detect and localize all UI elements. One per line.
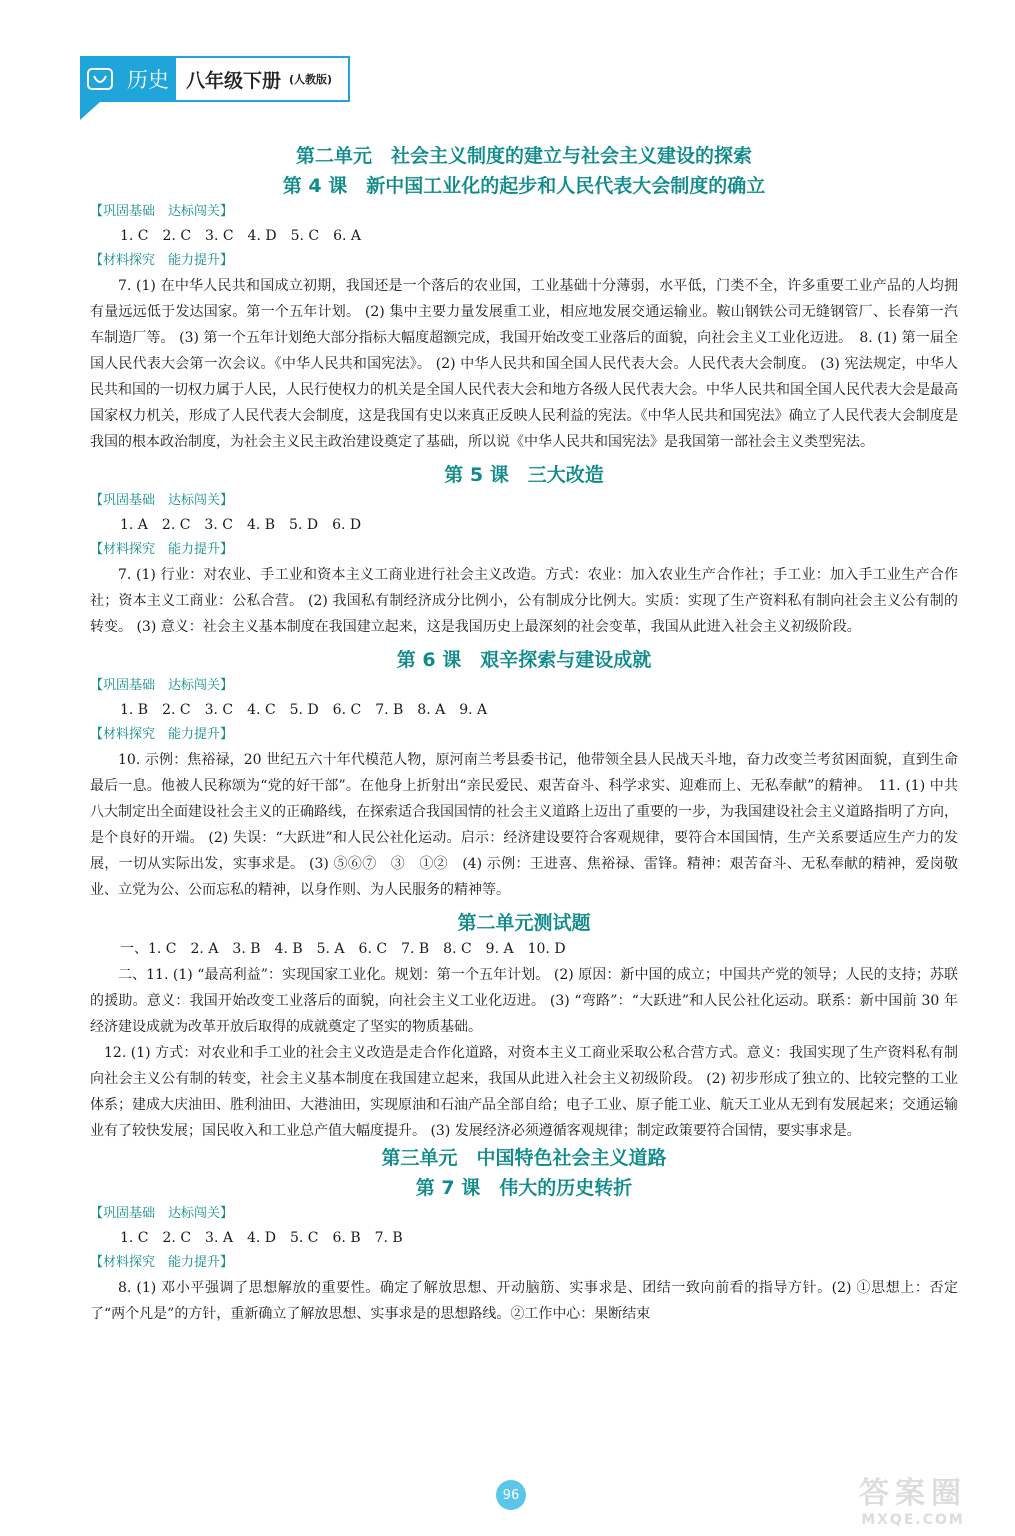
section-tag: 【巩固基础 达标闯关】	[90, 678, 234, 693]
lesson-title: 第 4 课 新中国工业化的起步和人民代表大会制度的确立	[282, 175, 766, 197]
lesson-title: 第 5 课 三大改造	[444, 464, 604, 486]
section-tag: 【巩固基础 达标闯关】	[90, 1206, 234, 1221]
answer-paragraph: 7. (1) 行业：对农业、手工业和资本主义工商业进行社会主义改造。方式：农业：加入农业生产合作社；手工业：加入手工业生产合作社；资本主义工商业：公私合营。 (2) 我国私有制经济成分比例小，公有制成分比例大。实质：实现了生产资料私有制向社会主义公有制的转变。 (3) 意义：社会主义基本制度在我国建立起来，这是我国历史上最深刻的社会变革，我国从此进入社会主义初级阶段。	[90, 567, 958, 635]
section-tag: 【巩固基础 达标闯关】	[90, 204, 234, 219]
book-leaf-icon	[80, 56, 120, 102]
lesson-title: 第 7 课 伟大的历史转折	[415, 1177, 633, 1199]
section-tag: 【材料探究 能力提升】	[90, 1255, 234, 1270]
subject-label: 历史	[120, 56, 176, 102]
lesson-title: 第二单元测试题	[457, 912, 591, 934]
edition-text: (人教版)	[289, 73, 333, 86]
answer-paragraph: 12. (1) 方式：对农业和手工业的社会主义改造是走合作化道路，对资本主义工商业采取公私合营方式。意义：我国实现了生产资料私有制向社会主义公有制的转变，社会主义基本制度在我国建立起来，我国从此进入社会主义初级阶段。 (2) 初步形成了独立的、比较完整的工业体系；建成大庆油田、胜利油田、大港油田，实现原油和石油产品全部自给；电子工业、原子能工业、航天工业从无到有发展起来；交通运输业有了较快发展；国民收入和工业总产值大幅度提升。 (3) 发展经济必须遵循客观规律；制定政策要符合国情，要实事求是。	[90, 1045, 958, 1139]
lesson-title: 第 6 课 艰辛探索与建设成就	[396, 649, 652, 671]
answer-key-line: 一、1. C 2. A 3. B 4. B 5. A 6. C 7. B 8. C 9. A 10. D	[120, 941, 566, 957]
unit-title: 第二单元 社会主义制度的建立与社会主义建设的探索	[295, 145, 752, 167]
answer-key-line: 1. A 2. C 3. C 4. B 5. D 6. D	[120, 517, 362, 533]
book-header	[80, 56, 350, 102]
grade-text: 八年级下册	[186, 69, 282, 92]
section-tag: 【巩固基础 达标闯关】	[90, 493, 234, 508]
header-tail-decoration	[80, 102, 100, 120]
section-tag: 【材料探究 能力提升】	[90, 253, 234, 268]
watermark-url: MXQE.COM	[861, 1512, 965, 1528]
answer-paragraph: 7. (1) 在中华人民共和国成立初期，我国还是一个落后的农业国，工业基础十分薄弱，水平低，门类不全，许多重要工业产品的人均拥有量远远低于发达国家。第一个五年计划。 (2) 集中主要力量发展重工业，相应地发展交通运输业。鞍山钢铁公司无缝钢管厂、长春第一汽车制造厂等。 (3) 第一个五年计划绝大部分指标大幅度超额完成，我国开始改变工业落后的面貌，向社会主义工业化迈进。 8. (1) 第一届全国人民代表大会第一次会议。《中华人民共和国宪法》。 (2) 中华人民共和国全国人民代表大会。人民代表大会制度。 (3) 宪法规定，中华人民共和国的一切权力属于人民，人民行使权力的机关是全国人民代表大会和地方各级人民代表大会。中华人民共和国全国人民代表大会是最高国家权力机关，形成了人民代表大会制度，这是我国有史以来真正反映人民利益的宪法。《中华人民共和国宪法》确立了人民代表大会制度是我国的根本政治制度，为社会主义民主政治建设奠定了基础，所以说《中华人民共和国宪法》是我国第一部社会主义类型宪法。	[90, 278, 958, 450]
page-number: 96	[496, 1480, 526, 1510]
answer-paragraph: 10. 示例：焦裕禄，20 世纪五六十年代模范人物，原河南兰考县委书记，他带领全县人民战天斗地，奋力改变兰考贫困面貌，直到生命最后一息。他被人民称颂为“党的好干部”。在他身上折射出“亲民爱民、艰苦奋斗、科学求实、迎难而上、无私奉献”的精神。 11. (1) 中共八大制定出全面建设社会主义的正确路线，在探索适合我国国情的社会主义道路上迈出了重要的一步，为我国建设社会主义道路指明了方向，是个良好的开端。 (2) 失误：“大跃进”和人民公社化运动。启示：经济建设要符合客观规律，要符合本国国情，生产关系要适应生产力的发展，一切从实际出发，实事求是。 (3) ⑤⑥⑦ ③ ①② (4) 示例：王进喜、焦裕禄、雷锋。精神：艰苦奋斗、无私奉献的精神，爱岗敬业、立党为公、公而忘私的精神，以身作则、为人民服务的精神等。	[90, 752, 958, 898]
answer-paragraph: 二、11. (1) “最高利益”：实现国家工业化。规划：第一个五年计划。 (2) 原因：新中国的成立；中国共产党的领导；人民的支持；苏联的援助。意义：我国开始改变工业落后的面貌，向社会主义工业化迈进。 (3) “弯路”：“大跃进”和人民公社化运动。联系：新中国前 30 年经济建设成就为改革开放后取得的成就奠定了坚实的物质基础。	[90, 967, 958, 1035]
watermark-logo-text: 答案圈	[859, 1476, 967, 1511]
answer-key-line: 1. B 2. C 3. C 4. C 5. D 6. C 7. B 8. A 9. A	[120, 702, 488, 718]
answer-content	[90, 142, 958, 1327]
grade-label	[176, 56, 350, 102]
answer-key-line: 1. C 2. C 3. C 4. D 5. C 6. A	[120, 228, 362, 244]
answer-paragraph: 8. (1) 邓小平强调了思想解放的重要性。确定了解放思想、开动脑筋、实事求是、团结一致向前看的指导方针。(2) ①思想上：否定了“两个凡是”的方针，重新确立了解放思想、实事求是的思想路线。②工作中心：果断结束	[90, 1280, 958, 1322]
unit-title: 第三单元 中国特色社会主义道路	[381, 1147, 667, 1169]
answer-key-line: 1. C 2. C 3. A 4. D 5. C 6. B 7. B	[120, 1230, 403, 1246]
section-tag: 【材料探究 能力提升】	[90, 542, 234, 557]
site-watermark	[823, 1468, 1003, 1532]
section-tag: 【材料探究 能力提升】	[90, 727, 234, 742]
